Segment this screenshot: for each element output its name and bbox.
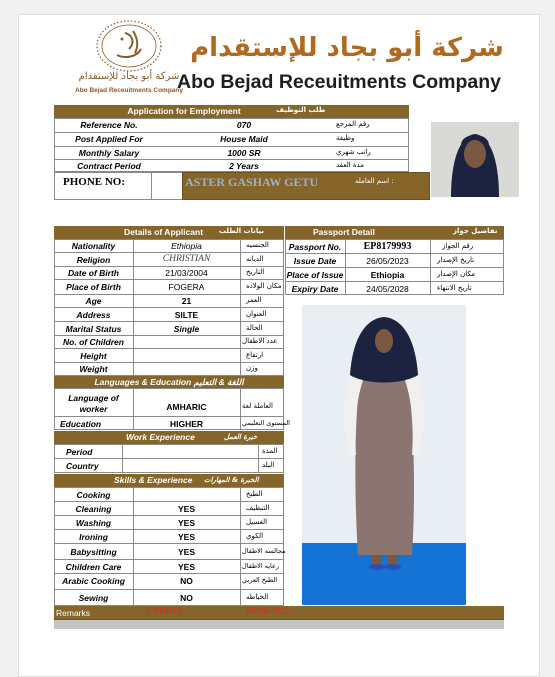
passport-no-label-ar: رقم الجواز (442, 242, 474, 250)
education-value: HIGHER (169, 419, 204, 429)
language-label: Language of worker (68, 393, 119, 414)
dob-label-ar: التاريخ (246, 268, 265, 276)
weight-label-ar: وزن (246, 364, 258, 372)
washing-label-ar: الغسيل (246, 518, 268, 526)
nationality-label: Nationality (71, 241, 116, 251)
contract-label-ar: مدة العقد (336, 161, 364, 169)
issue-date-label: Issue Date (293, 256, 337, 266)
address-label: Address (76, 310, 111, 320)
children-care-value: YES (177, 562, 195, 572)
pob-value: FOGERA (168, 282, 205, 292)
phone-label: PHONE NO: (54, 172, 152, 200)
age-value: 21 (181, 296, 192, 306)
divider (54, 501, 284, 502)
worker-name-label-ar: اسم العامله : (355, 177, 394, 185)
divider (54, 266, 284, 267)
application-form (54, 105, 504, 626)
passport-title-ar: تفاصيل جواز (453, 227, 498, 235)
application-title-bar (54, 105, 409, 118)
remarks-date: 06/16/2025 (246, 607, 290, 617)
divider (285, 267, 504, 268)
religion-label-ar: الديانه (246, 255, 264, 263)
religion-label: Religion (76, 255, 111, 265)
reference-label: Reference No. (80, 120, 138, 130)
company-name-ar: شركة أبو بجاد للإستقدام (190, 33, 504, 63)
phone-value (152, 172, 182, 200)
details-title-bar (54, 226, 284, 239)
details-title-en: Details of Applicant (124, 227, 204, 237)
application-sheet (18, 14, 540, 677)
marital-value: Single (173, 324, 200, 334)
language-label-ar: العاملة لغة (242, 402, 273, 410)
worker-name-bar (182, 172, 430, 200)
ironing-label: Ironing (79, 532, 108, 542)
divider (258, 444, 259, 473)
address-label-ar: العنوان (246, 310, 267, 318)
period-label: Period (66, 447, 93, 457)
company-name-en: Abo Bejad Receuitments Company (177, 71, 501, 93)
dob-value: 21/03/2004 (165, 268, 208, 278)
place-of-issue-label-ar: مكان الإصدار (437, 270, 475, 278)
worker-name: ASTER GASHAW GETU (185, 175, 319, 189)
contract-value: 2 Years (229, 161, 259, 171)
divider (285, 253, 504, 254)
divider (54, 589, 284, 590)
divider (122, 444, 123, 473)
remarks-name: ENDRIS (146, 607, 182, 617)
logo-text-en: Abo Bejad Receuitments Company (75, 87, 183, 94)
passport-title-bar (285, 226, 504, 239)
work-title-bar (54, 431, 284, 444)
divider (430, 239, 431, 295)
sewing-label: Sewing (78, 593, 109, 603)
application-title-ar: طلب التوظيف (276, 106, 326, 114)
skills-title-en: Skills & Experience (114, 475, 193, 485)
height-label-ar: ارتفاع (246, 351, 264, 359)
post-value: House Maid (220, 134, 268, 144)
education-label-ar: المستوى التعليمي (242, 419, 290, 427)
passport-no-label: Passport No. (288, 242, 342, 252)
divider (54, 573, 284, 574)
pob-label: Place of Birth (66, 282, 121, 292)
expiry-date-value: 24/05/2028 (366, 284, 409, 294)
expiry-date-label: Expiry Date (291, 284, 339, 294)
religion-value: CHRISTIAN (162, 254, 211, 264)
skills-title-bar (54, 474, 284, 487)
cooking-label: Cooking (76, 490, 111, 500)
marital-label: Marital Status (65, 324, 122, 334)
washing-label: Washing (75, 518, 112, 528)
work-title-ar: خبرة العمل (224, 433, 258, 441)
divider (54, 335, 284, 336)
address-value: SILTE (174, 310, 199, 320)
height-label: Height (80, 351, 107, 361)
ironing-value: YES (177, 532, 195, 542)
babysitting-label-ar: مجالسه الاطفال (242, 547, 286, 555)
divider (54, 458, 284, 459)
sewing-label-ar: الخياطه (246, 593, 269, 601)
cleaning-label: Cleaning (75, 504, 112, 514)
place-of-issue-value: Ethiopia (370, 270, 405, 280)
divider (240, 388, 241, 430)
divider (54, 559, 284, 560)
divider (54, 294, 284, 295)
cooking-label-ar: الطبخ (246, 490, 263, 498)
divider (285, 281, 504, 282)
nationality-label-ar: الجنسيه (246, 241, 269, 249)
washing-value: YES (177, 518, 195, 528)
sewing-value: NO (180, 593, 193, 603)
period-label-ar: المدة (262, 447, 278, 455)
divider (54, 515, 284, 516)
languages-title-bar: Languages & Education اللغة & التعليم (54, 376, 284, 388)
salary-label: Monthly Salary (78, 148, 140, 158)
salary-label-ar: راتب شهري (336, 148, 371, 156)
work-title-en: Work Experience (126, 432, 195, 442)
passport-title-en: Passport Detail (313, 227, 375, 237)
education-label: Education (60, 419, 102, 429)
logo-text-ar: شركة أبو بجاد للإستقدام (78, 71, 180, 82)
divider (54, 132, 409, 133)
children-label: No. of Children (63, 337, 124, 347)
divider (54, 252, 284, 253)
divider (54, 321, 284, 322)
pob-label-ar: مكان الولاده (246, 282, 282, 290)
issue-date-value: 26/05/2023 (366, 256, 409, 266)
post-label: Post Applied For (75, 134, 143, 144)
children-label-ar: عدد الاطفال (242, 337, 278, 345)
cleaning-label-ar: التنظيف (246, 504, 270, 512)
divider (54, 348, 284, 349)
dob-label: Date of Birth (68, 268, 119, 278)
divider (54, 159, 409, 160)
place-of-issue-label: Place of Issue (286, 270, 344, 280)
children-care-label: Children Care (65, 562, 122, 572)
contract-label: Contract Period (77, 161, 141, 171)
applicant-full-photo (302, 305, 466, 605)
ironing-label-ar: الكوي (246, 532, 264, 540)
post-label-ar: وظيفة (336, 134, 355, 142)
cleaning-value: YES (177, 504, 195, 514)
footer-strip (54, 620, 504, 629)
divider (54, 146, 409, 147)
arabic-cooking-value: NO (180, 576, 193, 586)
marital-label-ar: الحالة (246, 324, 263, 332)
country-label-ar: البلد (262, 461, 275, 469)
reference-label-ar: رقم المرجع (336, 120, 370, 128)
details-title-ar: بيانات الطلب (219, 227, 264, 235)
application-title-en: Application for Employment (127, 106, 241, 116)
language-value: AMHARIC (166, 402, 207, 412)
divider (54, 416, 284, 417)
issue-date-label-ar: تاريخ الإصدار (437, 256, 475, 264)
weight-label: Weight (79, 364, 108, 374)
arabic-cooking-label: Arabic Cooking (62, 576, 125, 586)
country-label: Country (66, 461, 99, 471)
reference-value: 070 (236, 120, 252, 130)
divider (54, 279, 284, 280)
salary-value: 1000 SR (227, 148, 261, 158)
age-label: Age (85, 296, 102, 306)
arabic-cooking-label-ar: الطبخ العربي (242, 576, 278, 584)
divider (54, 543, 284, 544)
divider (54, 307, 284, 308)
nationality-value: Ethiopia (171, 241, 202, 251)
remarks-label: Remarks (56, 608, 91, 618)
divider (54, 362, 284, 363)
age-label-ar: العمر (246, 296, 262, 304)
applicant-headshot (431, 122, 519, 197)
divider (54, 529, 284, 530)
expiry-date-label-ar: تاريخ الانتهاء (437, 284, 472, 292)
remarks-bar (54, 606, 504, 620)
children-care-label-ar: رعايه الاطفال (242, 562, 280, 570)
passport-no-value: EP8179993 (363, 241, 412, 252)
babysitting-label: Babysitting (70, 547, 117, 557)
babysitting-value: YES (177, 547, 195, 557)
skills-title-ar: الخبرة & المهارات (204, 476, 259, 484)
